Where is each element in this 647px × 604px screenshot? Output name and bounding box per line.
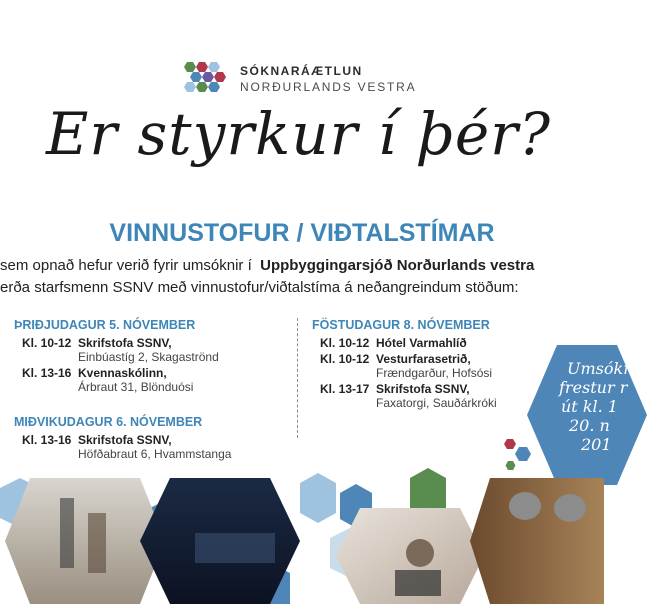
logo-subtitle: NORÐURLANDS VESTRA [240, 80, 417, 94]
schedule-slot [312, 352, 497, 380]
slot-time: Kl. 10-12 [320, 352, 370, 366]
day-block-friday [312, 318, 497, 410]
slot-place: Kvennaskólinn, [78, 366, 167, 380]
slot-address: Höfðabraut 6, Hvammstanga [78, 447, 232, 461]
deadline-line: Umsókn [567, 359, 634, 378]
day-heading: FÖSTUDAGUR 8. NÓVEMBER [312, 318, 490, 332]
slot-place: Skrifstofa SSNV, [78, 433, 172, 447]
day-block-wednesday [14, 415, 231, 461]
slot-address: Frændgarður, Hofsósi [376, 366, 493, 380]
deadline-text [559, 359, 634, 454]
deadline-line: frestur r [559, 378, 628, 397]
slot-place: Vesturfarasetrið, [376, 352, 471, 366]
intro-fund-name: Uppbyggingarsjóð Norðurlands vestra [260, 257, 535, 274]
deadline-line: út kl. 1 [561, 397, 618, 416]
column-divider [297, 318, 298, 438]
slot-time: Kl. 10-12 [320, 336, 370, 350]
deadline-line: 201 [581, 435, 612, 454]
slot-place: Hótel Varmahlíð [376, 336, 467, 350]
schedule-slot [312, 336, 497, 350]
slot-time: Kl. 13-16 [22, 366, 72, 380]
intro-text: sem opnað hefur verið fyrir umsóknir í [0, 257, 252, 274]
slot-address: Einbúastíg 2, Skagaströnd [78, 350, 219, 364]
slot-address: Faxatorgi, Sauðárkróki [376, 396, 497, 410]
slot-time: Kl. 10-12 [22, 336, 72, 350]
schedule-slot [14, 366, 219, 394]
logo-title: SÓKNARÁÆTLUN [240, 64, 363, 78]
deadline-badge [527, 345, 647, 485]
day-heading: ÞRIÐJUDAGUR 5. NÓVEMBER [14, 318, 196, 332]
schedule-slot [14, 336, 219, 364]
slot-place: Skrifstofa SSNV, [78, 336, 172, 350]
deadline-line: 20. n [569, 416, 610, 435]
subtitle: VINNUSTOFUR / VIÐTALSTÍMAR [109, 219, 495, 247]
intro-line-2: erða starfsmenn SSNV með vinnustofur/viðtalstíma á neðangreindum stöðum: [0, 279, 519, 296]
day-block-tuesday [14, 318, 219, 394]
schedule-slot [312, 382, 497, 410]
intro-line-1 [0, 257, 604, 274]
headline: Er styrkur í þér? [46, 100, 551, 168]
schedule-slot [14, 433, 231, 461]
slot-address: Árbraut 31, Blönduósi [78, 380, 194, 394]
slot-time: Kl. 13-16 [22, 433, 72, 447]
slot-place: Skrifstofa SSNV, [376, 382, 470, 396]
slot-time: Kl. 13-17 [320, 382, 370, 396]
photo-strip [0, 478, 604, 604]
day-heading: MIÐVIKUDAGUR 6. NÓVEMBER [14, 415, 203, 429]
logo-hexagon-cluster-icon [181, 60, 233, 96]
